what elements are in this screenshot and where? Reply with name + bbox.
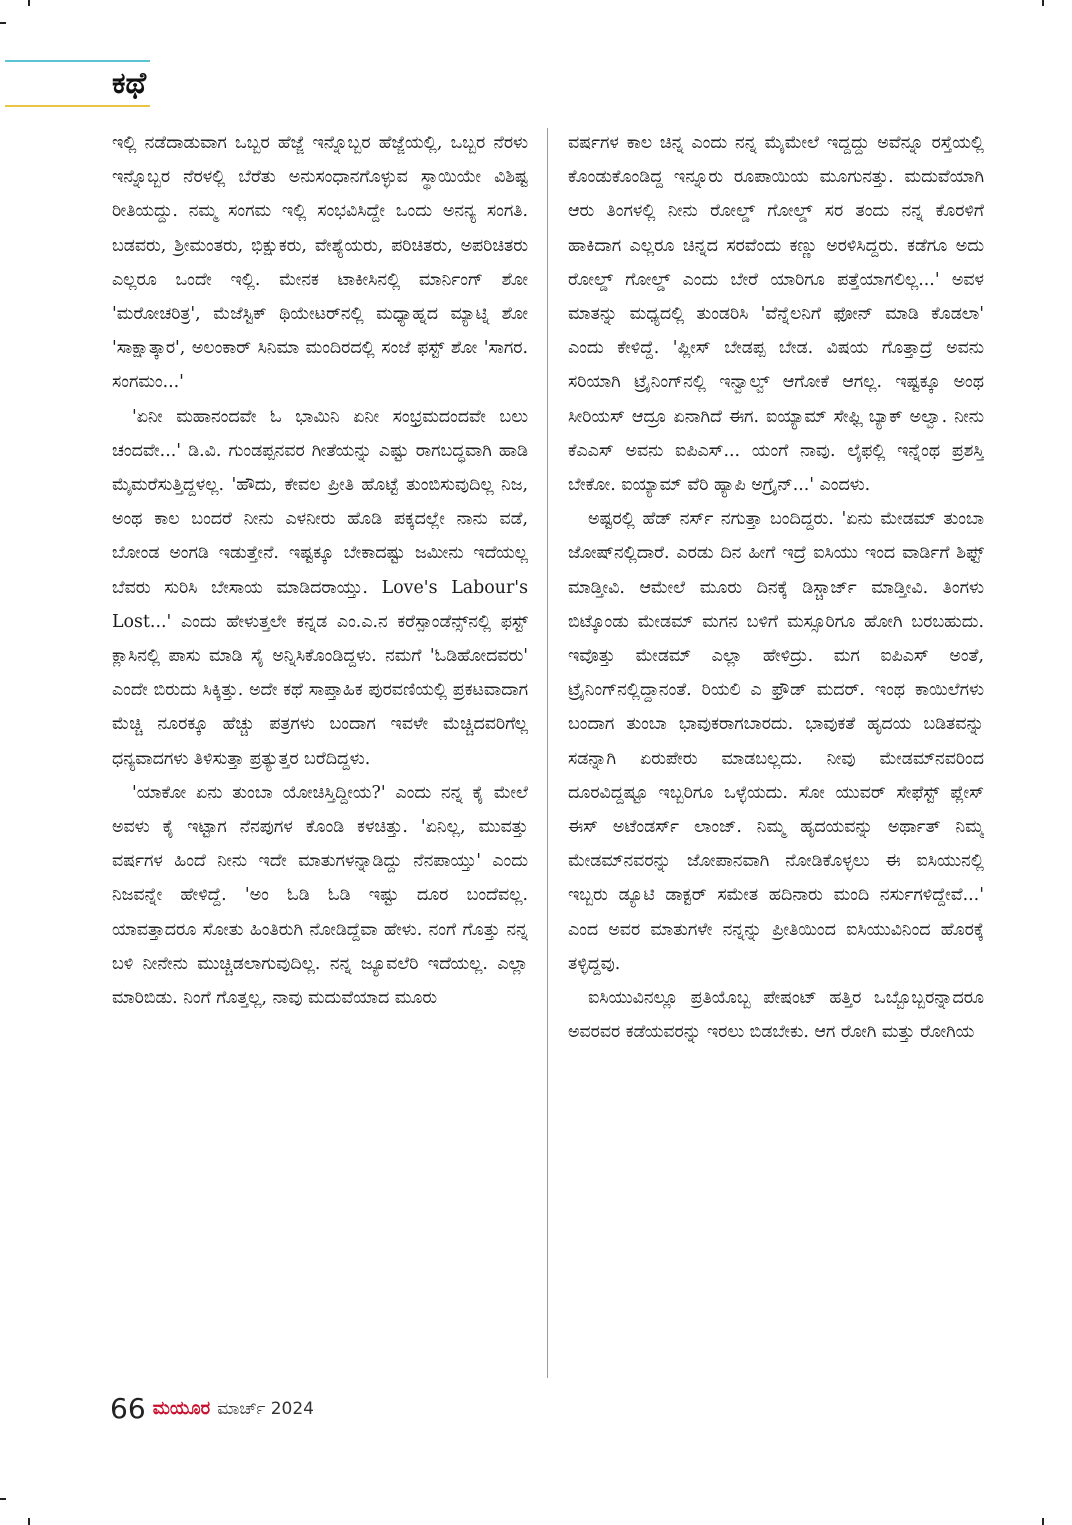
crop-mark-left-upper [0,22,6,24]
crop-mark-top-left [28,0,30,6]
paragraph: ಇಲ್ಲಿ ನಡೆದಾಡುವಾಗ ಒಬ್ಬರ ಹೆಜ್ಜೆ ಇನ್ನೊಬ್ಬರ ಹೆಜ್ಜೆಯಲ್ಲಿ, ಒಬ್ಬರ ನೆರಳು ಇನ್ನೊಬ್ಬರ ನೆರಳಲ್ಲಿ ಬೆರೆತು ಅನುಸಂಧಾನಗೊಳ್ಳುವ ಸ್ಥಾಯಿಯೇ ವಿಶಿಷ್ಟ ರೀತಿಯದ್ದು. ನಮ್ಮ ಸಂಗಮ ಇಲ್ಲಿ ಸಂಭವಿಸಿದ್ದೇ ಒಂದು ಅನನ್ಯ ಸಂಗತಿ. ಬಡವರು, ಶ್ರೀಮಂತರು, ಭಿಕ್ಷುಕರು, ವೇಶ್ಯೆಯರು, ಪರಿಚಿತರು, ಅಪರಿಚಿತರು ಎಲ್ಲರೂ ಒಂದೇ ಇಲ್ಲಿ. ಮೇನಕ ಟಾಕೀಸಿನಲ್ಲಿ ಮಾರ್ನಿಂಗ್ ಶೋ 'ಮರೋಚರಿತ್ರ', ಮೆಜೆಸ್ಟಿಕ್ ಥಿಯೇಟರ್‌ನಲ್ಲಿ ಮಧ್ಯಾಹ್ನದ ಮ್ಯಾಟ್ನಿ ಶೋ 'ಸಾಕ್ಷಾತ್ಕಾರ', ಅಲಂಕಾರ್ ಸಿನಿಮಾ ಮಂದಿರದಲ್ಲಿ ಸಂಜೆ ಫಸ್ಟ್ ಶೋ 'ಸಾಗರ. ಸಂಗಮಂ...' [112,133,528,393]
crop-mark-left-lower [0,1498,6,1500]
paragraph: ಅಷ್ಟರಲ್ಲಿ ಹೆಡ್ ನರ್ಸ್ ನಗುತ್ತಾ ಬಂದಿದ್ದರು. 'ಏನು ಮೇಡಮ್ ತುಂಬಾ ಜೋಷ್‌ನಲ್ಲಿದಾರೆ. ಎರಡು ದಿನ ಹೀಗೆ ಇದ್ರೆ ಐಸಿಯು ಇಂದ ವಾರ್ಡಿಗೆ ಶಿಫ್ಟ್ ಮಾಡ್ತೀವಿ. ಆಮೇಲೆ ಮೂರು ದಿನಕ್ಕೆ ಡಿಸ್ಚಾರ್ಜ್ ಮಾಡ್ತೀವಿ. ತಿಂಗಳು ಬಿಟ್ಕೊಂಡು ಮೇಡಮ್ ಮಗನ ಬಳಿಗೆ ಮಸ್ಸೂರಿಗೂ ಹೋಗಿ ಬರಬಹುದು. ಇವೊತ್ತು ಮೇಡಮ್ ಎಲ್ಲಾ ಹೇಳಿದ್ರು. ಮಗ ಐಪಿಎಸ್ ಅಂತೆ, ಟ್ರೈನಿಂಗ್‌ನಲ್ಲಿದ್ದಾನಂತೆ. ರಿಯಲಿ ಎ ಫ್ರೌಡ್ ಮದರ್. ಇಂಥ ಕಾಯಿಲೆಗಳು ಬಂದಾಗ ತುಂಬಾ ಭಾವುಕರಾಗಬಾರದು. ಭಾವುಕತೆ ಹೃದಯ ಬಡಿತವನ್ನು ಸಡನ್ನಾಗಿ ಏರುಪೇರು ಮಾಡಬಲ್ಲದು. ನೀವು ಮೇಡಮ್‌ನವರಿಂದ ದೂರವಿದ್ದಷ್ಟೂ ಇಬ್ಬರಿಗೂ ಒಳ್ಳೆಯದು. ಸೋ ಯುವರ್ ಸೇಫೆಸ್ಟ್ ಪ್ಲೇಸ್ ಈಸ್ ಅಟೆಂಡರ್ಸ್ ಲಾಂಜ್. ನಿಮ್ಮ ಹೃದಯವನ್ನು ಅರ್ಥಾತ್ ನಿಮ್ಮ ಮೇಡಮ್‌ನವರನ್ನು ಜೋಪಾನವಾಗಿ ನೋಡಿಕೊಳ್ಳಲು ಈ ಐಸಿಯುನಲ್ಲಿ ಇಬ್ಬರು ಡ್ಯೂಟಿ ಡಾಕ್ಟರ್ ಸಮೇತ ಹದಿನಾರು ಮಂದಿ ನರ್ಸುಗಳಿದ್ದೇವೆ...' ಎಂದ ಅವರ ಮಾತುಗಳೇ ನನ್ನನ್ನು ಪ್ರೀತಿಯಿಂದ ಐಸಿಯುವಿನಿಂದ ಹೊರಕ್ಕೆ ತಳ್ಳಿದ್ದವು. [568,509,984,974]
issue-date: ಮಾರ್ಚ್ 2024 [217,1398,314,1419]
section-rule-top [5,60,150,62]
paragraph: ವರ್ಷಗಳ ಕಾಲ ಚಿನ್ನ ಎಂದು ನನ್ನ ಮೈಮೇಲೆ ಇದ್ದದ್ದು ಅವೆನ್ನೂ ರಸ್ತೆಯಲ್ಲಿ ಕೊಂಡುಕೊಂಡಿದ್ದ ಇನ್ನೂರು ರೂಪಾಯಿಯ ಮೂಗುನತ್ತು. ಮದುವೆಯಾಗಿ ಆರು ತಿಂಗಳಲ್ಲಿ ನೀನು ರೋಲ್ಡ್ ಗೋಲ್ಡ್ ಸರ ತಂದು ನನ್ನ ಕೊರಳಿಗೆ ಹಾಕಿದಾಗ ಎಲ್ಲರೂ ಚಿನ್ನದ ಸರವೆಂದು ಕಣ್ಣು ಅರಳಿಸಿದ್ದರು. ಕಡೆಗೂ ಅದು ರೋಲ್ಡ್ ಗೋಲ್ಡ್ ಎಂದು ಬೇರೆ ಯಾರಿಗೂ ಪತ್ತೆಯಾಗಲಿಲ್ಲ...' ಅವಳ ಮಾತನ್ನು ಮಧ್ಯದಲ್ಲಿ ತುಂಡರಿಸಿ 'ವೆನ್ನೆಲನಿಗೆ ಫೋನ್ ಮಾಡಿ ಕೊಡಲಾ' ಎಂದು ಕೇಳಿದ್ದೆ. 'ಪ್ಲೀಸ್ ಬೇಡಪ್ಪ ಬೇಡ. ವಿಷಯ ಗೊತ್ತಾದ್ರೆ ಅವನು ಸರಿಯಾಗಿ ಟ್ರೈನಿಂಗ್‌ನಲ್ಲಿ ಇನ್ವಾಲ್ವ್ ಆಗೋಕೆ ಆಗಲ್ಲ. ಇಷ್ಟಕ್ಕೂ ಅಂಥ ಸೀರಿಯಸ್ ಆದ್ರೂ ಏನಾಗಿದೆ ಈಗ. ಐಯ್ಯಾಮ್ ಸೇಫ್ಲಿ ಬ್ಯಾಕ್ ಅಲ್ವಾ. ನೀನು ಕೆಎಎಸ್ ಅವನು ಐಪಿಎಸ್... ಯಂಗೆ ನಾವು. ಲೈಫಲ್ಲಿ ಇನ್ನೆಂಥ ಪ್ರಶಸ್ತಿ ಬೇಕೋ. ಐಯ್ಯಾಮ್ ವೆರಿ ಹ್ಯಾಪಿ ಅಗ್ರೈನ್...' ಎಂದಳು. [568,133,984,496]
paragraph: 'ಯಾಕೋ ಏನು ತುಂಬಾ ಯೋಚಿಸ್ತಿದ್ದೀಯ?' ಎಂದು ನನ್ನ ಕೈ ಮೇಲೆ ಅವಳು ಕೈ ಇಟ್ಟಾಗ ನೆನಪುಗಳ ಕೊಂಡಿ ಕಳಚಿತ್ತು. 'ಏನಿಲ್ಲ, ಮುವತ್ತು ವರ್ಷಗಳ ಹಿಂದೆ ನೀನು ಇದೇ ಮಾತುಗಳನ್ನಾಡಿದ್ದು ನೆನಪಾಯ್ತು' ಎಂದು ನಿಜವನ್ನೇ ಹೇಳಿದ್ದೆ. 'ಅಂ ಓಡಿ ಓಡಿ ಇಷ್ಟು ದೂರ ಬಂದೆವಲ್ಲ. ಯಾವತ್ತಾದರೂ ಸೋತು ಹಿಂತಿರುಗಿ ನೋಡಿದ್ದೆವಾ ಹೇಳು. ನಂಗೆ ಗೊತ್ತು ನನ್ನ ಬಳಿ ನೀನೇನು ಮುಚ್ಚಿಡಲಾಗುವುದಿಲ್ಲ. ನನ್ನ ಜ್ಯೂವಲೆರಿ ಇದೆಯಲ್ಲ. ಎಲ್ಲಾ ಮಾರಿಬಿಡು. ನಿಂಗೆ ಗೊತ್ತಲ್ಲ, ನಾವು ಮದುವೆಯಾದ ಮೂರು [112,782,528,1009]
page-footer [110,1392,314,1432]
article-column-left [112,126,528,1382]
article-column-right [568,126,984,1382]
crop-mark-top-right [1042,0,1044,6]
paragraph: 'ಏನೀ ಮಹಾನಂದವೇ ಓ ಭಾಮಿನಿ ಏನೀ ಸಂಭ್ರಮದಂದವೇ ಬಲು ಚಂದವೇ...' ಡಿ.ವಿ. ಗುಂಡಪ್ಪನವರ ಗೀತೆಯನ್ನು ಎಷ್ಟು ರಾಗಬದ್ಧವಾಗಿ ಹಾಡಿ ಮೈಮರೆಸುತ್ತಿದ್ದಳಲ್ಲ. 'ಹೌದು, ಕೇವಲ ಪ್ರೀತಿ ಹೊಟ್ಟೆ ತುಂಬಿಸುವುದಿಲ್ಲ ನಿಜ, ಅಂಥ ಕಾಲ ಬಂದರೆ ನೀನು ಎಳನೀರು ಹೊಡಿ ಪಕ್ಕದಲ್ಲೇ ನಾನು ವಡೆ, ಬೋಂಡ ಅಂಗಡಿ ಇಡುತ್ತೇನೆ. ಇಷ್ಟಕ್ಕೂ ಬೇಕಾದಷ್ಟು ಜಮೀನು ಇದೆಯಲ್ಲ ಬೆವರು ಸುರಿಸಿ ಬೇಸಾಯ ಮಾಡಿದರಾಯ್ತು. Love's Labour's Lost...' ಎಂದು ಹೇಳುತ್ತಲೇ ಕನ್ನಡ ಎಂ.ಎ.ನ ಕರೆಸ್ಪಾಂಡೆನ್ಸ್‌ನಲ್ಲಿ ಫಸ್ಟ್ ಕ್ಲಾಸಿನಲ್ಲಿ ಪಾಸು ಮಾಡಿ ಸೈ ಅನ್ನಿಸಿಕೊಂಡಿದ್ದಳು. ನಮಗೆ 'ಓಡಿಹೋದವರು' ಎಂದೇ ಬಿರುದು ಸಿಕ್ಕಿತ್ತು. ಅದೇ ಕಥೆ ಸಾಪ್ತಾಹಿಕ ಪುರವಣಿಯಲ್ಲಿ ಪ್ರಕಟವಾದಾಗ ಮೆಚ್ಚಿ ನೂರಕ್ಕೂ ಹೆಚ್ಚು ಪತ್ರಗಳು ಬಂದಾಗ ಇವಳೇ ಮೆಚ್ಚಿದವರಿಗೆಲ್ಲ ಧನ್ಯವಾದಗಳು ತಿಳಿಸುತ್ತಾ ಪ್ರತ್ಯುತ್ತರ ಬರೆದಿದ್ದಳು. [112,406,528,769]
section-rule-bottom [5,105,150,107]
page-number: 66 [110,1392,146,1425]
column-divider [547,128,548,1378]
magazine-logo: ಮಯೂರ [152,1398,211,1419]
section-title: ಕಥೆ [112,66,147,101]
crop-mark-bottom-right [1042,1518,1044,1525]
crop-mark-bottom-left [28,1518,30,1525]
paragraph: ಐಸಿಯುವಿನಲ್ಲೂ ಪ್ರತಿಯೊಬ್ಬ ಪೇಷಂಟ್ ಹತ್ತಿರ ಒಬ್ಬೊಬ್ಬರನ್ನಾದರೂ ಅವರವರ ಕಡೆಯವರನ್ನು ಇರಲು ಬಿಡಬೇಕು. ಆಗ ರೋಗಿ ಮತ್ತು ರೋಗಿಯ [568,988,984,1043]
section-header [0,58,150,110]
